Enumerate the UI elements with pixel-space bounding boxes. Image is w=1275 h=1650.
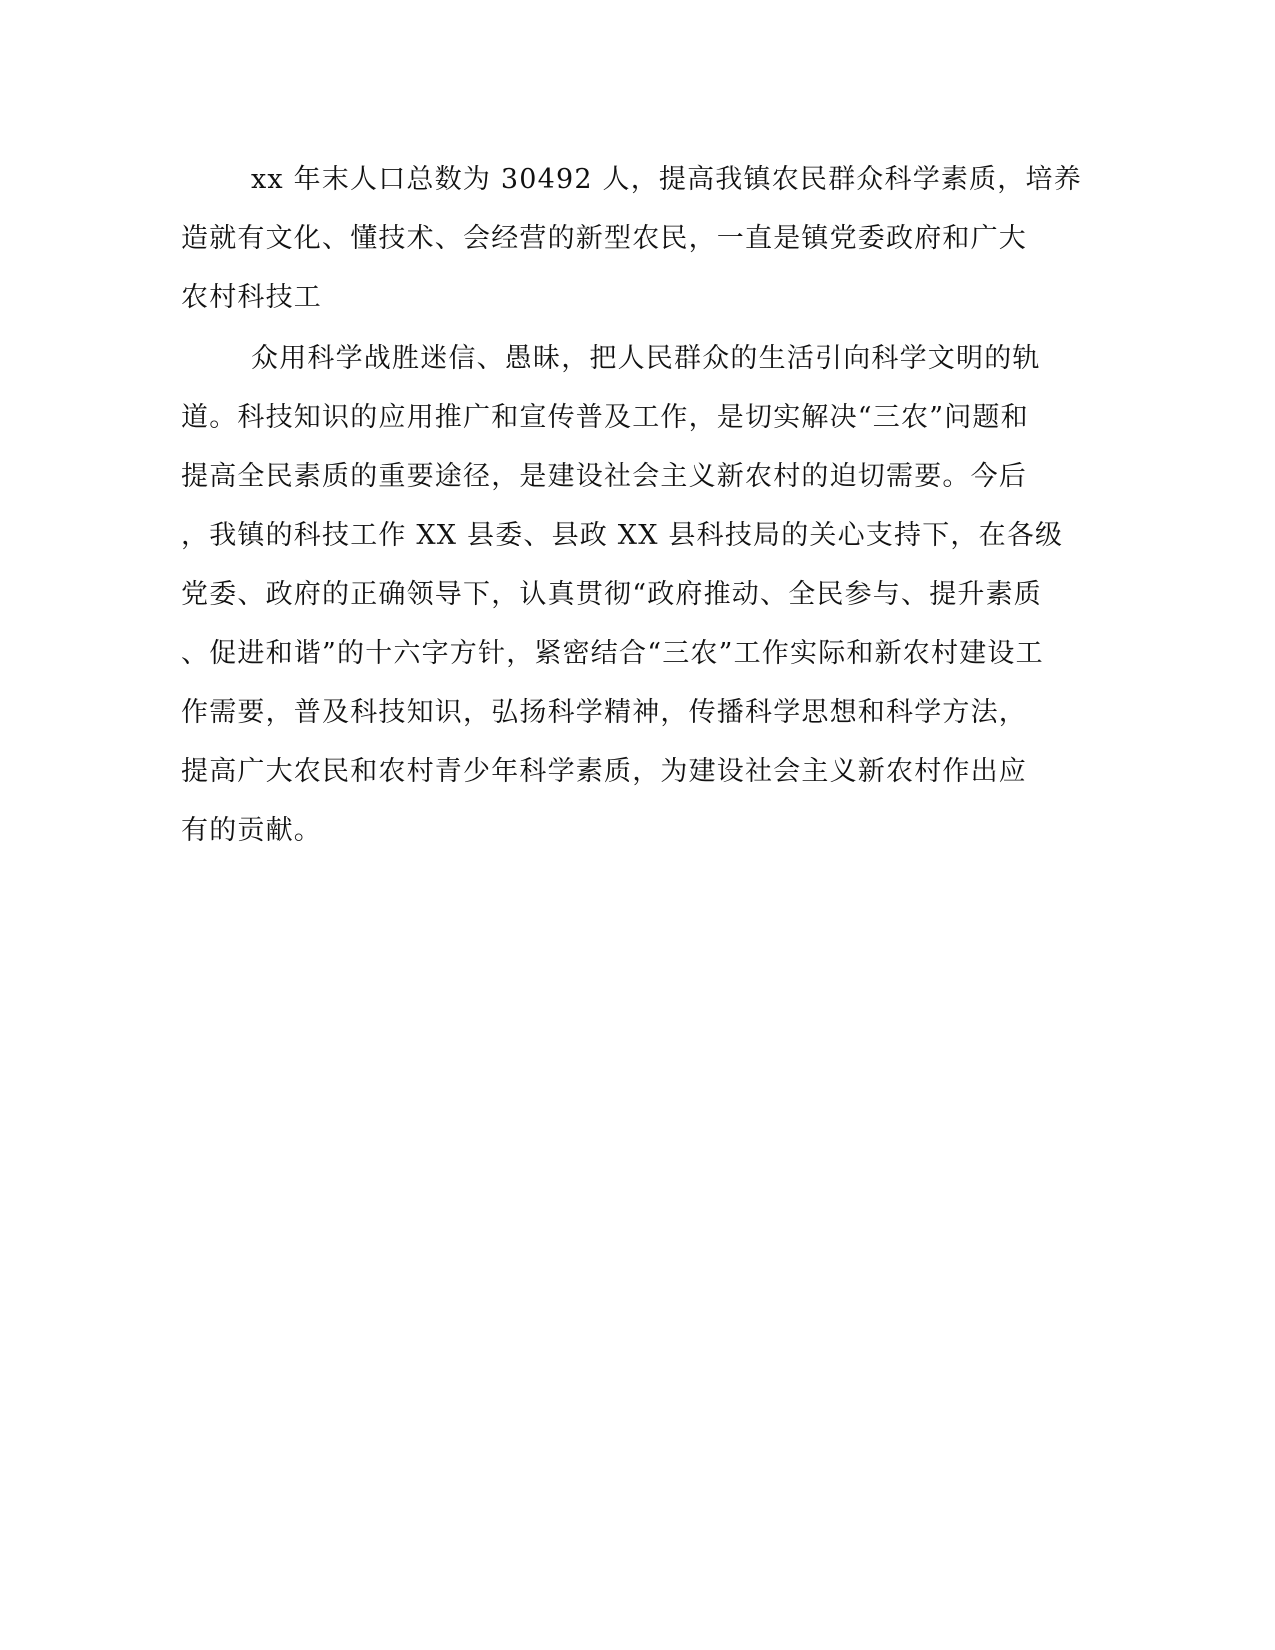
paragraph-line: 造就有文化、懂技术、会经营的新型农民，一直是镇党委政府和广大 xyxy=(181,223,1027,254)
paragraph-line: 作需要，普及科技知识，弘扬科学精神，传播科学思想和科学方法， xyxy=(181,697,1027,728)
paragraph-line: 、促进和谐”的十六字方针，紧密结合“三农”工作实际和新农村建设工 xyxy=(181,638,1044,669)
paragraph-line: 有的贡献。 xyxy=(181,815,322,846)
paragraph-line: 农村科技工 xyxy=(181,282,322,313)
paragraph-line: 党委、政府的正确领导下，认真贯彻“政府推动、全民参与、提升素质 xyxy=(181,579,1043,610)
paragraph-line: 提高广大农民和农村青少年科学素质，为建设社会主义新农村作出应 xyxy=(181,756,1027,787)
paragraph-line: 道。科技知识的应用推广和宣传普及工作，是切实解决“三农”问题和 xyxy=(181,402,1029,433)
paragraph-2 xyxy=(181,329,1064,860)
paragraph-line: xx 年末人口总数为 30492 人，提高我镇农民群众科学素质，培养 xyxy=(251,164,1082,195)
paragraph-line: 众用科学战胜迷信、愚昧，把人民群众的生活引向科学文明的轨 xyxy=(251,343,1041,374)
paragraph-line: 提高全民素质的重要途径，是建设社会主义新农村的迫切需要。今后 xyxy=(181,461,1027,492)
paragraph-line: ，我镇的科技工作 XX 县委、县政 XX 县科技局的关心支持下，在各级 xyxy=(181,520,1064,551)
paragraph-1 xyxy=(181,150,1082,327)
